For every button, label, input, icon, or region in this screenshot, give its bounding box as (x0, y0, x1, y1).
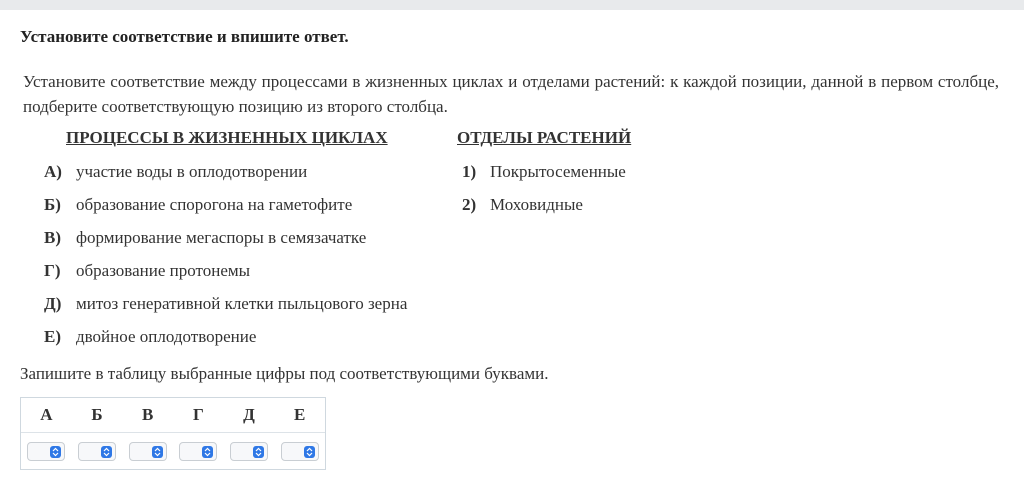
instruction-text: Запишите в таблицу выбранные цифры под соответствующими буквами. (20, 364, 549, 383)
division-item (462, 195, 583, 215)
answer-letter: Б (91, 405, 103, 424)
process-text: образование спорогона на гаметофите (76, 195, 353, 214)
task-title: Установите соответствие и впишите ответ. (20, 27, 349, 46)
answer-letters-row (21, 398, 325, 432)
answer-select-b[interactable] (78, 442, 116, 461)
division-item (462, 162, 626, 182)
answer-select-d[interactable] (230, 442, 268, 461)
answer-letter: Е (294, 405, 306, 424)
division-key: 1) (462, 162, 477, 181)
answer-letter: Д (243, 405, 255, 424)
task-text: Установите соответствие между процессами в жизненных циклах и отделами растений: к каждой позиции, данной в первом столбце, подберите соответствующую позицию из второго столбца. (23, 72, 999, 116)
answer-select-e[interactable] (281, 442, 319, 461)
divisions-header: ОТДЕЛЫ РАСТЕНИЙ (457, 128, 632, 147)
answer-letter: В (142, 405, 154, 424)
division-text: Покрытосеменные (490, 162, 626, 181)
updown-chevron-icon (50, 446, 61, 458)
process-key: Д) (44, 294, 62, 313)
process-key: Б) (44, 195, 61, 214)
answer-letter: Г (192, 405, 204, 424)
process-key: Г) (44, 261, 61, 280)
division-text: Моховидные (490, 195, 583, 214)
answer-table (20, 397, 326, 470)
process-text: участие воды в оплодотворении (76, 162, 308, 181)
process-key: А) (44, 162, 62, 181)
process-key: В) (44, 228, 61, 247)
process-item (44, 261, 250, 281)
answer-select-a[interactable] (27, 442, 65, 461)
process-item (44, 327, 256, 347)
division-key: 2) (462, 195, 477, 214)
updown-chevron-icon (253, 446, 264, 458)
process-item (44, 228, 366, 248)
process-item (44, 195, 352, 215)
process-text: митоз генеративной клетки пыльцового зерна (76, 294, 408, 313)
answer-selects-row (21, 432, 325, 470)
answer-select-v[interactable] (129, 442, 167, 461)
processes-header: ПРОЦЕССЫ В ЖИЗНЕННЫХ ЦИКЛАХ (66, 128, 388, 147)
process-text: образование протонемы (76, 261, 251, 280)
answer-select-g[interactable] (179, 442, 217, 461)
updown-chevron-icon (101, 446, 112, 458)
process-text: двойное оплодотворение (76, 327, 257, 346)
top-bar (0, 0, 1024, 10)
process-text: формирование мегаспоры в семязачатке (76, 228, 367, 247)
process-item (44, 162, 307, 182)
process-item (44, 294, 407, 314)
answer-letter: А (40, 405, 53, 424)
updown-chevron-icon (304, 446, 315, 458)
updown-chevron-icon (152, 446, 163, 458)
process-key: Е) (44, 327, 61, 346)
updown-chevron-icon (202, 446, 213, 458)
